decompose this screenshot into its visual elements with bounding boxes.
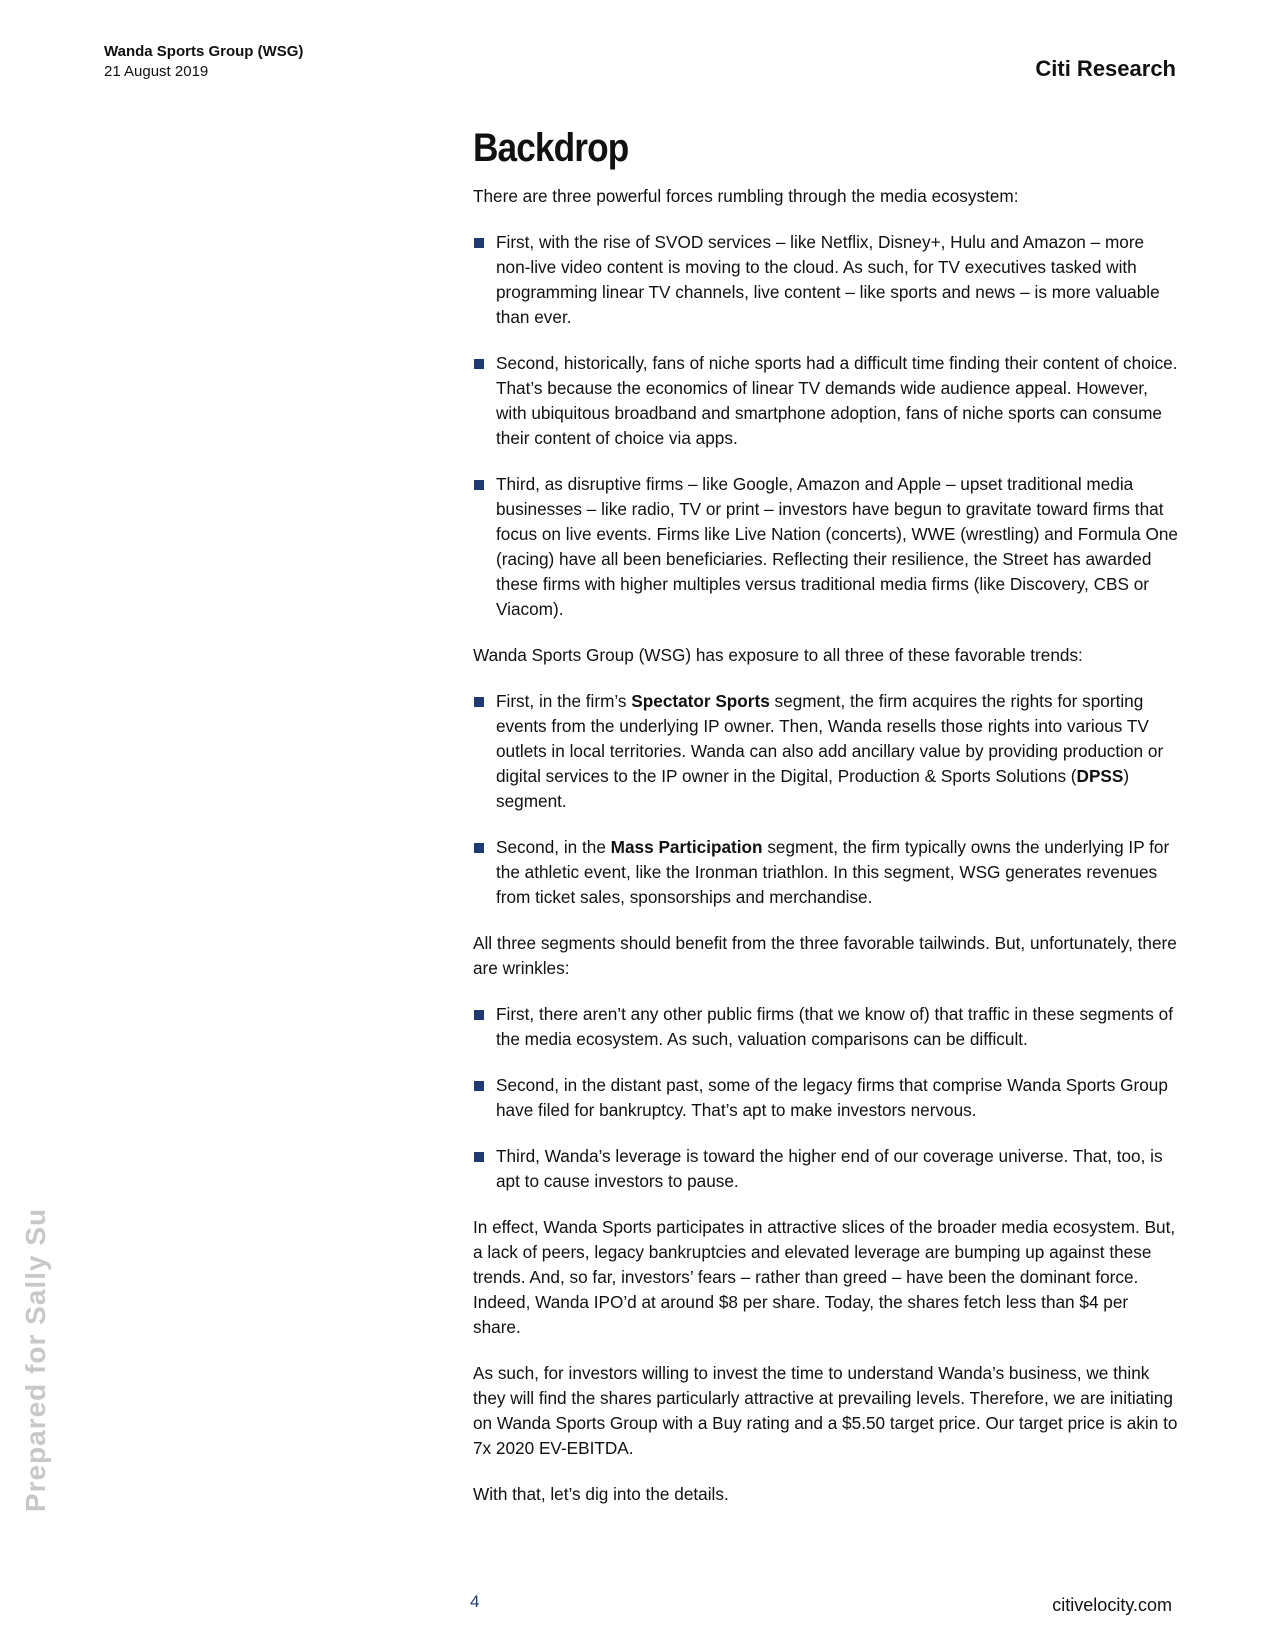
bullet-text: First, with the rise of SVOD services – like Netflix, Disney+, Hulu and Amazon – more non-live video content is moving to the cloud. As such, for TV executives tasked with programming linear TV channels, live content – like sports and news – is more valuable than ever. — [496, 232, 1160, 327]
effect-paragraph: In effect, Wanda Sports participates in attractive slices of the broader media ecosystem. But, a lack of peers, legacy bankruptcies and elevated leverage are bumping up against these trends. And, so far, investors’ fears – rather than greed – have been the dominant force. Indeed, Wanda IPO’d at around $8 per share. Today, the shares fetch less than $4 per share. — [473, 1217, 1176, 1337]
square-bullet-icon — [474, 1152, 484, 1162]
square-bullet-icon — [474, 359, 484, 369]
bullet-text: Third, Wanda’s leverage is toward the higher end of our coverage universe. That, too, is apt to cause investors to pause. — [496, 1146, 1163, 1191]
watermark: Prepared for Sally Su — [20, 1207, 51, 1513]
closing-paragraph: With that, let’s dig into the details. — [473, 1484, 729, 1504]
intro-paragraph: There are three powerful forces rumbling through the media ecosystem: — [473, 186, 1019, 206]
bullet-text-part: ) segment. — [496, 766, 1130, 811]
website-link[interactable]: citivelocity.com — [1052, 1595, 1172, 1615]
bullet-text: Third, as disruptive firms – like Google, Amazon and Apple – upset traditional media businesses – like radio, TV or print – investors have begun to gravitate toward firms that focus on live events. Firms like Live Nation (concerts), WWE (wrestling) and Formula One (racing) have all been beneficiaries. Reflecting their resilience, the Street has awarded these firms with higher multiples versus traditional media firms (like Discovery, CBS or Viacom). — [496, 474, 1178, 619]
segments-list — [473, 689, 1178, 910]
brand-name: Citi Research — [1035, 56, 1176, 81]
bullet-text: Second, historically, fans of niche sports had a difficult time finding their content of choice. That’s because the economics of linear TV demands wide audience appeal. However, with ubiquitous broadband and smartphone adoption, fans of niche sports can consume their content of choice via apps. — [496, 353, 1178, 448]
square-bullet-icon — [474, 843, 484, 853]
bullet-text-part: Second, in the — [496, 837, 611, 857]
bullet-text: First, there aren’t any other public firms (that we know of) that traffic in these segments of the media ecosystem. As such, valuation comparisons can be difficult. — [496, 1004, 1173, 1049]
list-item — [473, 1073, 1178, 1123]
exposure-intro: Wanda Sports Group (WSG) has exposure to all three of these favorable trends: — [473, 645, 1083, 665]
square-bullet-icon — [474, 480, 484, 490]
wrinkles-list — [473, 1002, 1178, 1194]
list-item — [473, 1144, 1178, 1194]
list-item — [473, 472, 1178, 622]
square-bullet-icon — [474, 238, 484, 248]
list-item — [473, 1002, 1178, 1052]
bullet-text-part: First, in the firm’s — [496, 691, 632, 711]
square-bullet-icon — [474, 1081, 484, 1091]
segment-name-mass-participation: Mass Participation — [610, 837, 763, 857]
bullet-text-part: segment, the firm acquires the rights for sporting events from the underlying IP owner. Then, Wanda resells those rights into various TV outlets in local territories. Wanda can also add ancillary value by providing production or digital services to the IP owner in the Digital, Production & Sports Solutions ( — [496, 691, 1164, 786]
page-title: Backdrop — [473, 126, 629, 170]
list-item — [473, 351, 1178, 451]
bullet-text: Second, in the distant past, some of the legacy firms that comprise Wanda Sports Group have filed for bankruptcy. That’s apt to make investors nervous. — [496, 1075, 1168, 1120]
page-number: 4 — [470, 1592, 480, 1611]
square-bullet-icon — [474, 1010, 484, 1020]
square-bullet-icon — [474, 697, 484, 707]
wrinkles-intro: All three segments should benefit from the three favorable tailwinds. But, unfortunately, there are wrinkles: — [473, 933, 1177, 978]
report-company: Wanda Sports Group (WSG) — [104, 43, 304, 60]
bullet-text-part: segment, the firm typically owns the underlying IP for the athletic event, like the Ironman triathlon. In this segment, WSG generates revenues from ticket sales, sponsorships and merchandise. — [496, 837, 1170, 907]
segment-name-spectator-sports: Spectator Sports — [631, 691, 770, 711]
segment-name-dpss: DPSS — [1076, 766, 1124, 786]
conclusion-paragraph: As such, for investors willing to invest the time to understand Wanda’s business, we think they will find the shares particularly attractive at prevailing levels. Therefore, we are initiating on Wanda Sports Group with a Buy rating and a $5.50 target price. Our target price is akin to 7x 2020 EV-EBITDA. — [473, 1363, 1178, 1458]
forces-list — [473, 230, 1178, 622]
list-item — [473, 230, 1178, 330]
main-content — [473, 124, 1178, 1528]
report-date: 21 August 2019 — [104, 63, 209, 80]
list-item — [473, 835, 1178, 910]
list-item — [473, 689, 1178, 814]
